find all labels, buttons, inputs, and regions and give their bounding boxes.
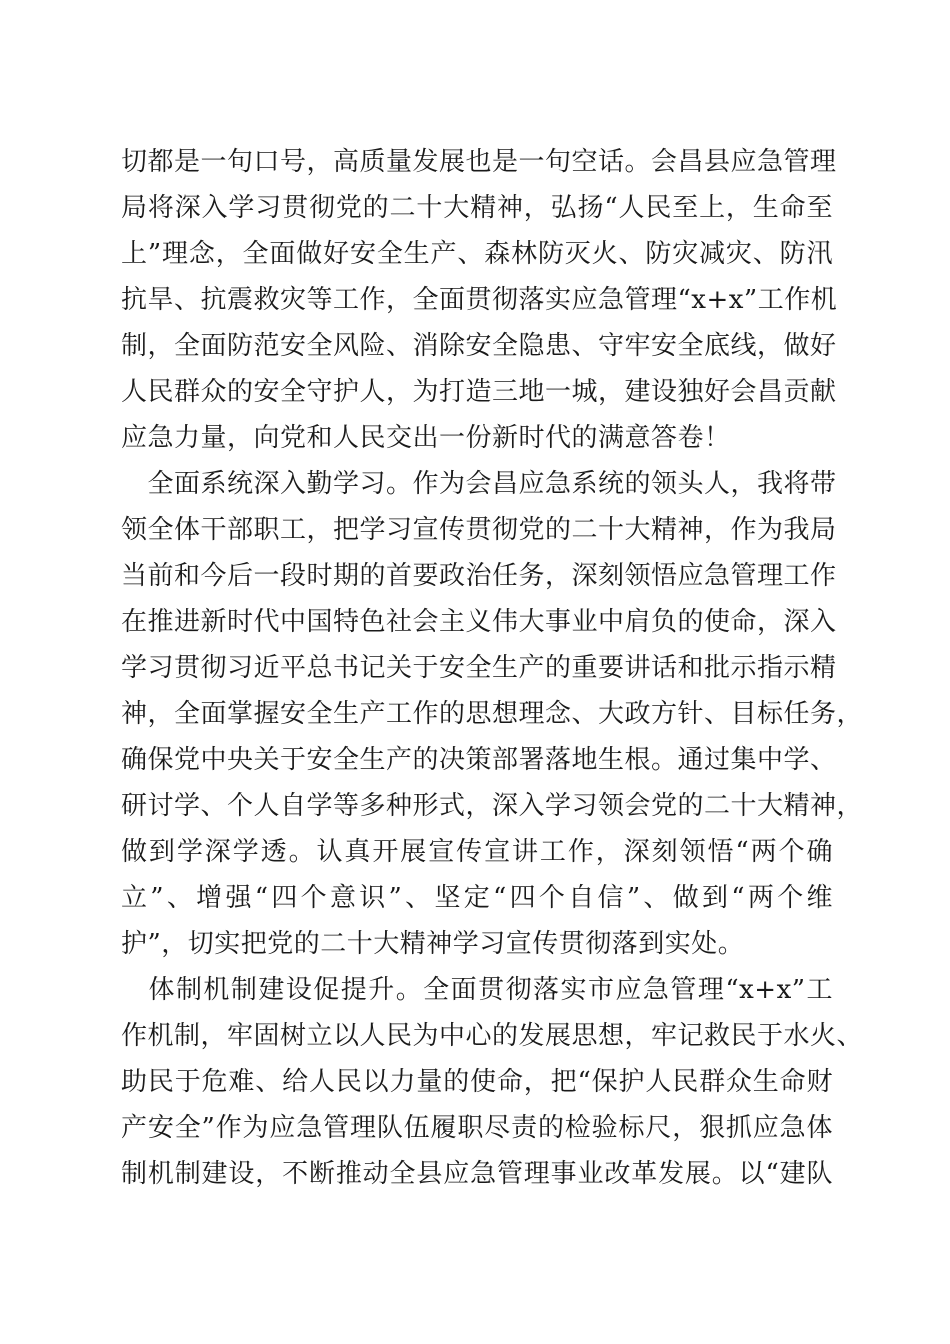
- text-line: 局将深入学习贯彻党的二十大精神，弘扬“人民至上，生命至: [121, 193, 833, 223]
- document-body: [121, 139, 864, 1197]
- text-line: 制机制建设，不断推动全县应急管理事业改革发展。以“建队: [121, 1159, 833, 1189]
- text-line: 立”、增强“四个意识”、坚定“四个自信”、做到“两个维: [121, 883, 833, 913]
- text-line: 学习贯彻习近平总书记关于安全生产的重要讲话和批示指示精: [121, 653, 837, 683]
- text-line: 上”理念，全面做好安全生产、森林防灭火、防灾减灾、防汛: [121, 239, 833, 269]
- text-line: 制，全面防范安全风险、消除安全隐患、守牢安全底线，做好: [121, 331, 837, 361]
- text-line: 体制机制建设促提升。全面贯彻落实市应急管理“x+x”工: [121, 975, 833, 1005]
- text-line: 作机制，牢固树立以人民为中心的发展思想，牢记救民于水火、: [121, 1021, 864, 1051]
- text-line: 全面系统深入勤学习。作为会昌应急系统的领头人，我将带: [121, 469, 837, 499]
- paragraph-3: [121, 967, 864, 1197]
- text-line: 确保党中央关于安全生产的决策部署落地生根。通过集中学、: [121, 745, 837, 775]
- text-line: 研讨学、个人自学等多种形式，深入学习领会党的二十大精神，: [121, 791, 864, 821]
- text-line: 抗旱、抗震救灾等工作，全面贯彻落实应急管理“x+x”工作机: [121, 285, 838, 315]
- text-line: 助民于危难、给人民以力量的使命，把“保护人民群众生命财: [121, 1067, 833, 1097]
- text-line: 领全体干部职工，把学习宣传贯彻党的二十大精神，作为我局: [121, 515, 837, 545]
- text-line: 做到学深学透。认真开展宣传宣讲工作，深刻领悟“两个确: [121, 837, 833, 867]
- paragraph-2: [121, 461, 864, 967]
- text-line: 当前和今后一段时期的首要政治任务，深刻领悟应急管理工作: [121, 561, 837, 591]
- text-line: 护”，切实把党的二十大精神学习宣传贯彻落到实处。: [121, 929, 745, 959]
- paragraph-1: [121, 139, 838, 461]
- text-line: 在推进新时代中国特色社会主义伟大事业中肩负的使命，深入: [121, 607, 837, 637]
- text-line: 应急力量，向党和人民交出一份新时代的满意答卷！: [121, 423, 731, 453]
- text-line: 人民群众的安全守护人，为打造三地一城，建设独好会昌贡献: [121, 377, 837, 407]
- text-line: 产安全”作为应急管理队伍履职尽责的检验标尺，狠抓应急体: [121, 1113, 833, 1143]
- text-line: 神，全面掌握安全生产工作的思想理念、大政方针、目标任务，: [121, 699, 864, 729]
- text-line: 切都是一句口号，高质量发展也是一句空话。会昌县应急管理: [121, 147, 837, 177]
